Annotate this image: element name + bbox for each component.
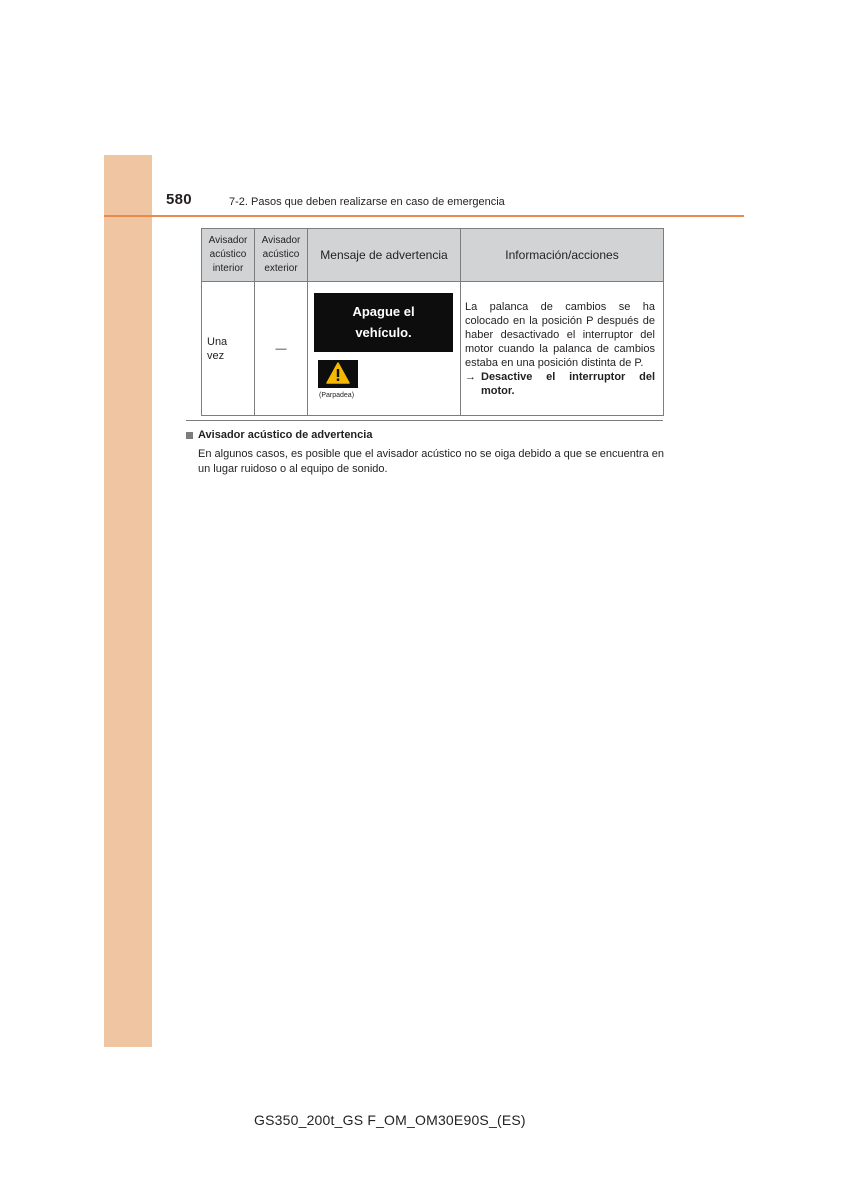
section-title: 7-2. Pasos que deben realizarse en caso de emergencia: [229, 196, 505, 208]
note-divider: [186, 420, 663, 421]
note-heading-text: Avisador acústico de advertencia: [198, 429, 373, 441]
table-header-row: [202, 229, 664, 282]
display-message-line1: Apague el: [352, 304, 415, 319]
page-number: 580: [166, 191, 192, 208]
arrow-right-icon: →: [465, 370, 476, 383]
cell-interior-buzzer: Una vez: [202, 282, 255, 416]
header-warning-message: Mensaje de advertencia: [308, 229, 461, 282]
cell-exterior-buzzer: —: [255, 282, 308, 416]
cell-warning-message: [308, 282, 461, 416]
square-bullet-icon: [186, 432, 193, 439]
warning-triangle-icon: [326, 362, 350, 385]
header-rule: [104, 215, 744, 217]
action-text: Desactive el interruptor del motor.: [481, 370, 655, 397]
warning-indicator: [318, 360, 358, 388]
display-message-screen: [314, 293, 453, 352]
warning-table: [201, 228, 664, 416]
footer-document-code: GS350_200t_GS F_OM_OM30E90S_(ES): [254, 1112, 526, 1128]
header-interior-buzzer: Avisador acústico interior: [202, 229, 255, 282]
note-heading: [186, 429, 372, 441]
info-text: La palanca de cambios se ha colocado en la posición P después de haber desactivado el interruptor del motor cuando la palanca de cambios estaba en una posición distinta de P.: [465, 300, 655, 369]
table-row: [202, 282, 664, 416]
side-color-band: [104, 155, 152, 1047]
blink-label: (Parpadea): [319, 392, 355, 399]
note-body: En algunos casos, es posible que el avisador acústico no se oiga debido a que se encuentra en un lugar ruidoso o al equipo de sonido.: [198, 448, 664, 475]
action-line: [465, 370, 655, 398]
header-exterior-buzzer: Avisador acústico exterior: [255, 229, 308, 282]
cell-info-actions: [461, 282, 664, 416]
header-info-actions: Información/acciones: [461, 229, 664, 282]
display-message-line2: vehículo.: [355, 325, 412, 340]
